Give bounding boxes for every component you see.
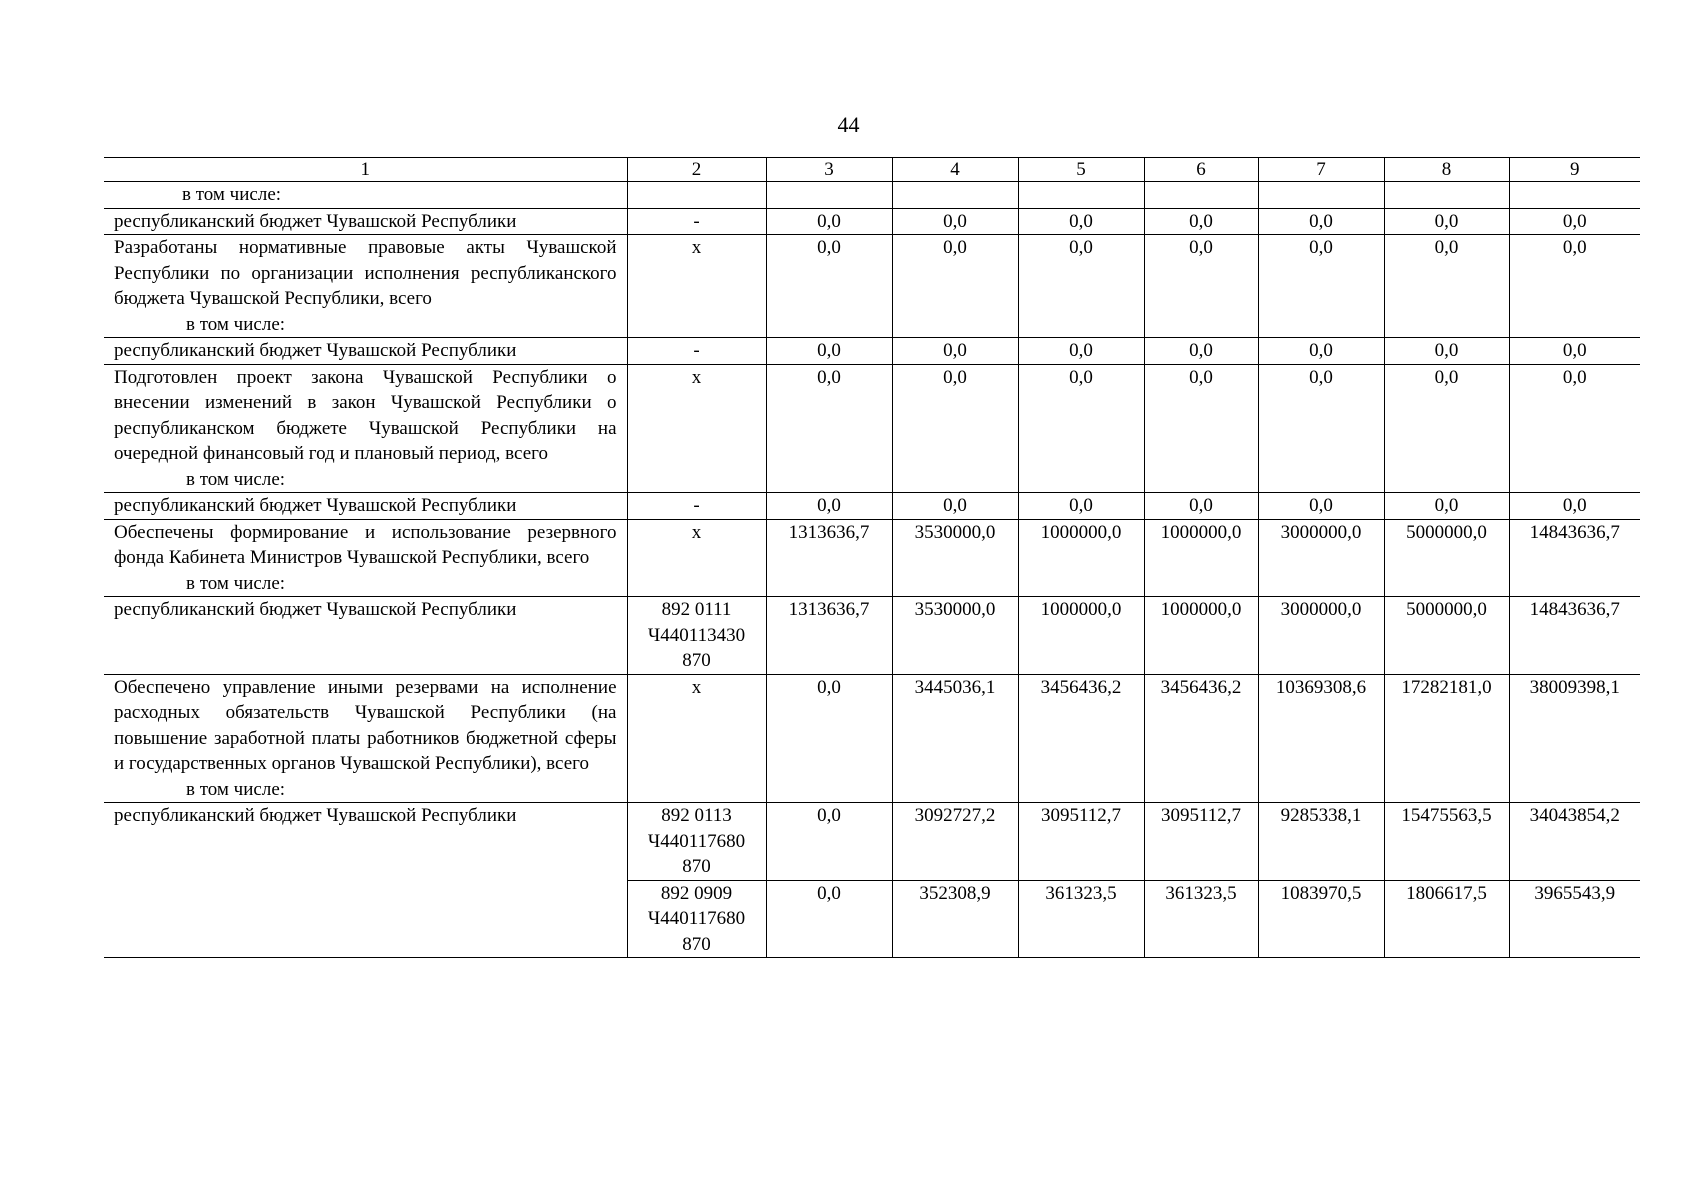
value-cell: 3530000,0 (892, 519, 1018, 597)
table-row (104, 364, 1640, 493)
value-cell: 0,0 (766, 880, 892, 958)
budget-code-line: 892 0113 (661, 805, 732, 826)
including-label: в том числе: (186, 572, 286, 594)
budget-code-line: 870 (682, 856, 711, 877)
column-header: 9 (1509, 158, 1640, 182)
value-cell: 0,0 (1384, 208, 1509, 235)
value-cell: 0,0 (1509, 364, 1640, 493)
value-cell: 0,0 (1144, 208, 1258, 235)
value-cell: 0,0 (1258, 235, 1384, 338)
table-row (104, 338, 1640, 365)
value-cell: 3095112,7 (1018, 803, 1144, 881)
value-cell: 0,0 (766, 493, 892, 520)
value-cell: 1000000,0 (1018, 519, 1144, 597)
budget-code: - (627, 493, 766, 520)
value-cell: 0,0 (1018, 364, 1144, 493)
value-cell: 0,0 (1144, 493, 1258, 520)
value-cell: 1083970,5 (1258, 880, 1384, 958)
budget-code-line: 892 0111 (661, 599, 732, 620)
value-cell: 1000000,0 (1018, 597, 1144, 675)
table-row (104, 493, 1640, 520)
row-description: Разработаны нормативные правовые акты Чувашской Республики по организации исполнения республиканского бюджета Чувашской Республики, всего (114, 237, 617, 309)
value-cell: 0,0 (1384, 235, 1509, 338)
value-cell: 0,0 (892, 208, 1018, 235)
value-cell: 3530000,0 (892, 597, 1018, 675)
value-cell: 0,0 (892, 338, 1018, 365)
page-number: 44 (837, 112, 860, 137)
value-cell: 0,0 (766, 674, 892, 803)
value-cell: 3965543,9 (1509, 880, 1640, 958)
value-cell: 0,0 (1384, 493, 1509, 520)
value-cell: 14843636,7 (1509, 597, 1640, 675)
column-header: 7 (1258, 158, 1384, 182)
table-row (104, 182, 1640, 209)
value-cell: 0,0 (1509, 493, 1640, 520)
budget-table (104, 157, 1640, 958)
value-cell: 34043854,2 (1509, 803, 1640, 881)
budget-code: - (627, 338, 766, 365)
value-cell: 3095112,7 (1144, 803, 1258, 881)
budget-code-line: Ч440113430 (647, 624, 746, 646)
budget-code-line: Ч440117680 (647, 908, 746, 929)
value-cell: 5000000,0 (1384, 597, 1509, 675)
row-label: республиканский бюджет Чувашской Республики (104, 208, 627, 235)
column-header: 8 (1384, 158, 1509, 182)
value-cell: 0,0 (1384, 364, 1509, 493)
value-cell: 38009398,1 (1509, 674, 1640, 803)
value-cell: 3456436,2 (1018, 674, 1144, 803)
value-cell: 1313636,7 (766, 519, 892, 597)
value-cell: 0,0 (892, 493, 1018, 520)
value-cell: 1313636,7 (766, 597, 892, 675)
value-cell: 10369308,6 (1258, 674, 1384, 803)
value-cell: 1000000,0 (1144, 597, 1258, 675)
value-cell: 0,0 (1258, 338, 1384, 365)
value-cell: 0,0 (1018, 493, 1144, 520)
value-cell: 1000000,0 (1144, 519, 1258, 597)
value-cell: 3445036,1 (892, 674, 1018, 803)
table-row (104, 880, 1640, 958)
table-row (104, 803, 1640, 881)
value-cell: 0,0 (1509, 208, 1640, 235)
value-cell: 0,0 (766, 364, 892, 493)
including-label: в том числе: (186, 778, 286, 800)
table-row (104, 208, 1640, 235)
row-description: Обеспечены формирование и использование резервного фонда Кабинета Министров Чувашской Республики, всего (114, 521, 617, 568)
value-cell: 5000000,0 (1384, 519, 1509, 597)
column-header: 2 (627, 158, 766, 182)
value-cell: 0,0 (1018, 338, 1144, 365)
budget-code: x (627, 519, 766, 597)
value-cell: 0,0 (1258, 493, 1384, 520)
value-cell: 0,0 (1258, 364, 1384, 493)
value-cell: 9285338,1 (1258, 803, 1384, 881)
row-label: республиканский бюджет Чувашской Республики (104, 338, 627, 365)
value-cell: 3000000,0 (1258, 597, 1384, 675)
value-cell: 0,0 (1144, 338, 1258, 365)
row-label: республиканский бюджет Чувашской Республики (104, 493, 627, 520)
budget-code-line: 870 (682, 650, 711, 671)
value-cell: 361323,5 (1018, 880, 1144, 958)
value-cell: 3092727,2 (892, 803, 1018, 881)
value-cell: 0,0 (1018, 208, 1144, 235)
including-label: в том числе: (186, 313, 286, 335)
budget-code: - (627, 208, 766, 235)
value-cell: 0,0 (1509, 235, 1640, 338)
value-cell: 0,0 (766, 208, 892, 235)
row-label: республиканский бюджет Чувашской Республики (104, 803, 627, 881)
value-cell: 0,0 (766, 803, 892, 881)
budget-code-line: 870 (682, 933, 711, 955)
column-header: 3 (766, 158, 892, 182)
value-cell: 17282181,0 (1384, 674, 1509, 803)
value-cell: 0,0 (1018, 235, 1144, 338)
column-header: 6 (1144, 158, 1258, 182)
budget-code-line: 892 0909 (660, 882, 733, 904)
table-row (104, 235, 1640, 338)
value-cell: 361323,5 (1144, 880, 1258, 958)
budget-code-line: Ч440117680 (647, 830, 746, 852)
table-row (104, 519, 1640, 597)
table-row (104, 597, 1640, 675)
value-cell: 0,0 (766, 338, 892, 365)
value-cell: 1806617,5 (1384, 880, 1509, 958)
row-description: Обеспечено управление иными резервами на исполнение расходных обязательств Чувашской Республики (на повышение заработной платы работников бюджетной сферы и государственных органов Чувашской Республики), всего (114, 676, 617, 774)
value-cell: 0,0 (1384, 338, 1509, 365)
value-cell: 352308,9 (892, 880, 1018, 958)
column-header: 1 (104, 158, 627, 182)
column-header-row (104, 158, 1640, 182)
value-cell: 0,0 (1144, 235, 1258, 338)
value-cell: 3000000,0 (1258, 519, 1384, 597)
value-cell: 15475563,5 (1384, 803, 1509, 881)
budget-code: x (627, 364, 766, 493)
including-label: в том числе: (182, 184, 282, 205)
row-label: республиканский бюджет Чувашской Республики (104, 597, 627, 675)
value-cell: 0,0 (1144, 364, 1258, 493)
column-header: 5 (1018, 158, 1144, 182)
value-cell: 14843636,7 (1509, 519, 1640, 597)
budget-code: x (627, 235, 766, 338)
value-cell: 0,0 (1258, 208, 1384, 235)
value-cell: 0,0 (1509, 338, 1640, 365)
value-cell: 3456436,2 (1144, 674, 1258, 803)
row-description: Подготовлен проект закона Чувашской Республики о внесении изменений в закон Чувашской Республики о республиканском бюджете Чувашской Республики на очередной финансовый год и плановый период, всего (114, 366, 617, 464)
budget-code: x (627, 674, 766, 803)
table-row (104, 674, 1640, 803)
value-cell: 0,0 (766, 235, 892, 338)
value-cell: 0,0 (892, 364, 1018, 493)
value-cell: 0,0 (892, 235, 1018, 338)
including-label: в том числе: (186, 468, 286, 490)
column-header: 4 (892, 158, 1018, 182)
